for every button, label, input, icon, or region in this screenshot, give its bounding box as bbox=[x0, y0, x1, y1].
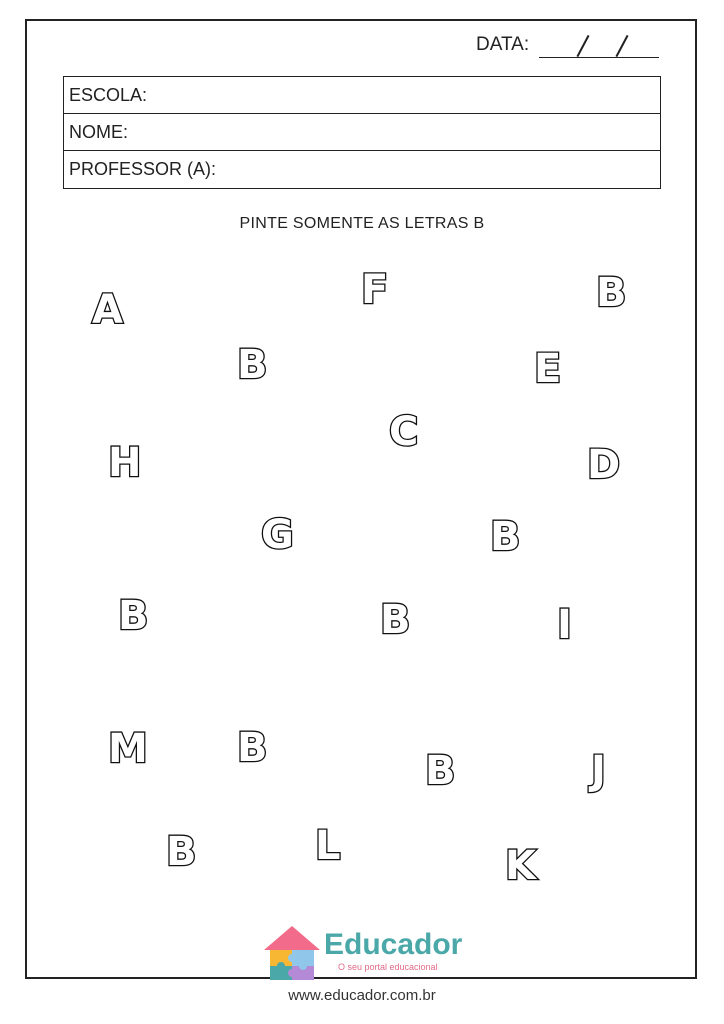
letter-l[interactable]: L bbox=[315, 823, 341, 869]
letter-f[interactable]: F bbox=[361, 267, 389, 313]
letter-a[interactable]: A bbox=[92, 287, 123, 333]
brand-name: Educador bbox=[324, 928, 463, 961]
website-link[interactable]: www.educador.com.br bbox=[288, 987, 436, 1004]
letter-b[interactable]: B bbox=[425, 748, 456, 794]
puzzle-house-icon bbox=[262, 922, 322, 982]
info-box bbox=[63, 76, 661, 189]
letter-k[interactable]: K bbox=[505, 843, 536, 889]
letter-b[interactable]: B bbox=[237, 725, 268, 771]
brand-tagline: O seu portal educacional bbox=[338, 962, 438, 972]
letter-i[interactable]: I bbox=[557, 602, 572, 648]
letter-b[interactable]: B bbox=[596, 270, 627, 316]
school-field[interactable]: ESCOLA: bbox=[64, 77, 660, 114]
letter-j[interactable]: J bbox=[591, 748, 606, 794]
date-label: DATA: bbox=[476, 34, 530, 55]
instruction-text: PINTE SOMENTE AS LETRAS B bbox=[239, 215, 485, 232]
letter-c[interactable]: C bbox=[389, 409, 419, 455]
name-field[interactable]: NOME: bbox=[64, 114, 660, 151]
letter-b[interactable]: B bbox=[380, 597, 411, 643]
date-fill-line[interactable] bbox=[539, 57, 659, 58]
letter-b[interactable]: B bbox=[166, 829, 197, 875]
letter-e[interactable]: E bbox=[534, 346, 562, 392]
letter-b[interactable]: B bbox=[237, 342, 268, 388]
letter-m[interactable]: M bbox=[108, 726, 148, 772]
letter-g[interactable]: G bbox=[261, 512, 294, 558]
letter-h[interactable]: H bbox=[108, 440, 142, 486]
letter-d[interactable]: D bbox=[587, 442, 621, 488]
teacher-field[interactable]: PROFESSOR (A): bbox=[69, 159, 217, 179]
letter-b[interactable]: B bbox=[490, 514, 521, 560]
educador-logo bbox=[262, 922, 462, 982]
letter-b[interactable]: B bbox=[118, 593, 149, 639]
